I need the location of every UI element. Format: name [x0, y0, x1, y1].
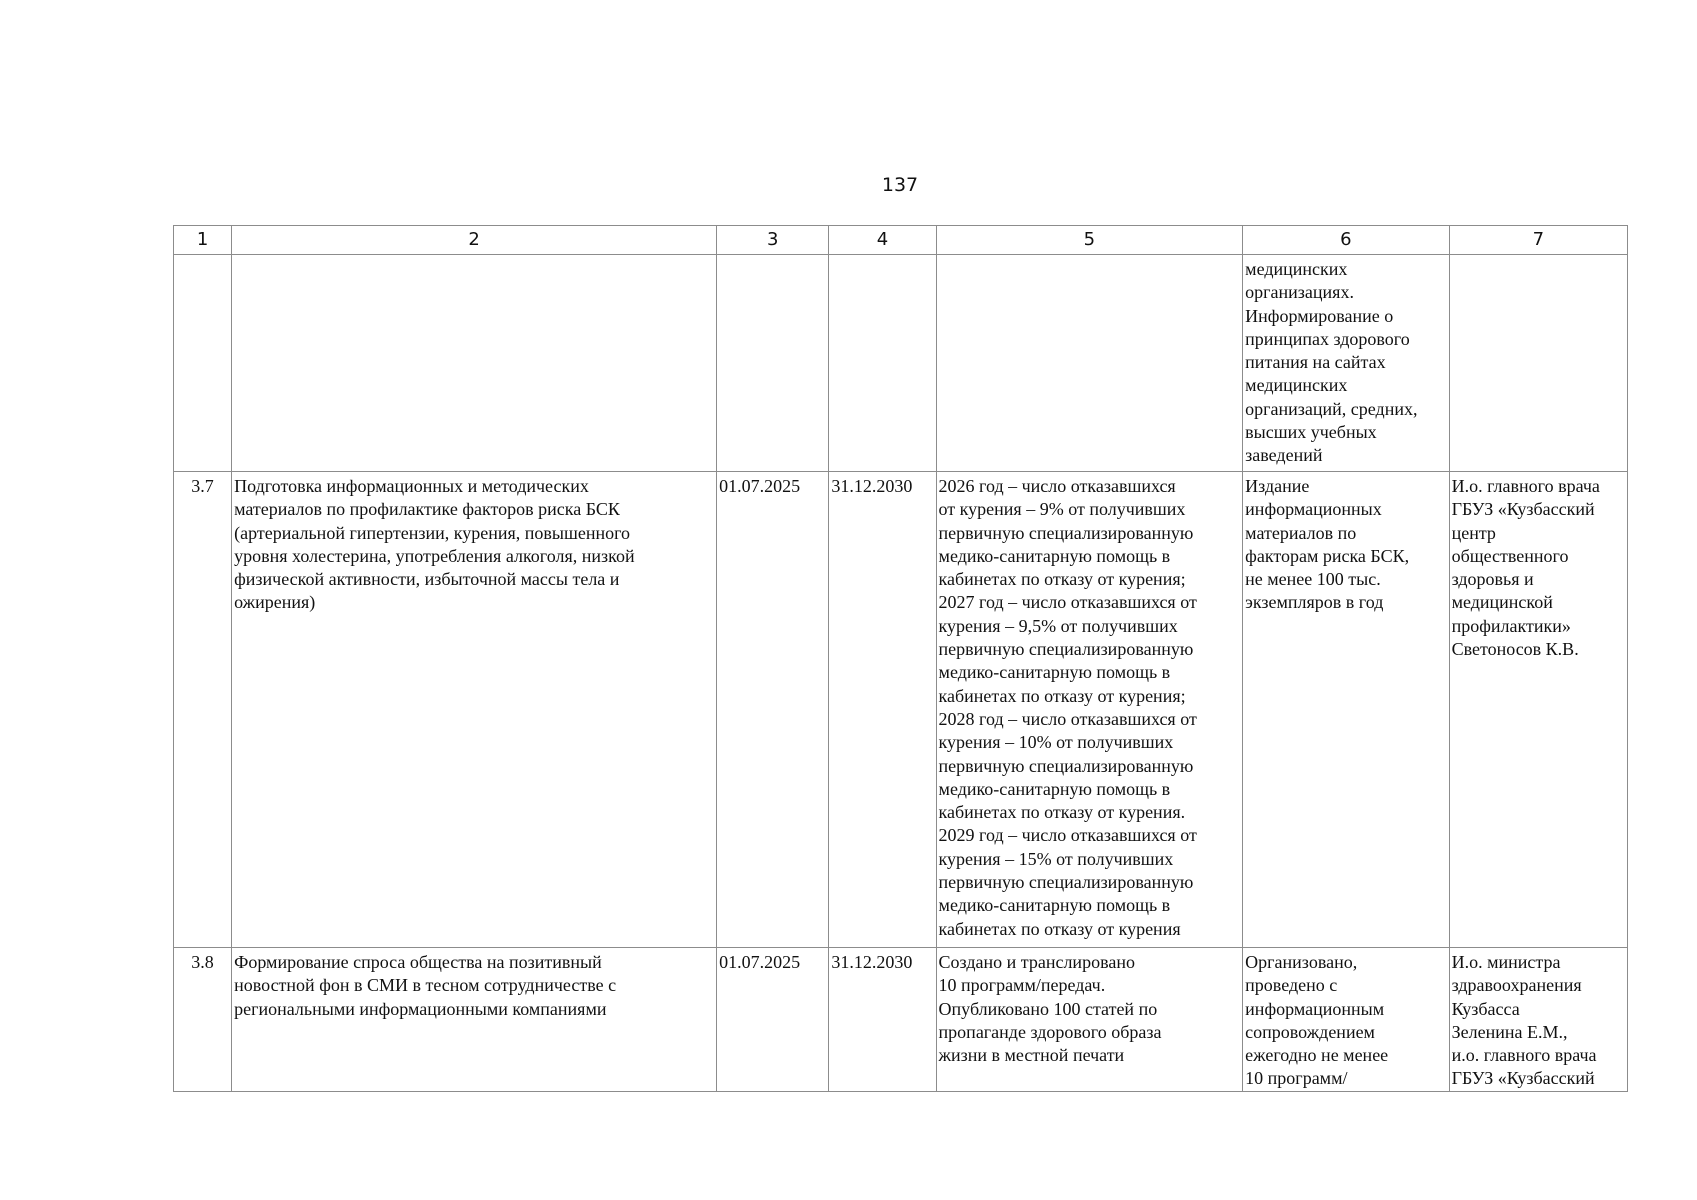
result-cell: медицинских организациях. Информирование о принципах здорового питания на сайтах медицинских организаций, средних, высших учебных заведений	[1243, 255, 1449, 472]
activity-cell	[232, 255, 717, 472]
activity-cell: Формирование спроса общества на позитивный новостной фон в СМИ в тесном сотрудничестве с региональными информационными компаниями	[232, 948, 717, 1092]
start-date-cell: 01.07.2025	[717, 948, 829, 1092]
column-header-3: 3	[717, 226, 829, 255]
row-number: 3.7	[174, 472, 232, 948]
table-row	[174, 255, 1628, 472]
activity-cell: Подготовка информационных и методических материалов по профилактике факторов риска БСК (артериальной гипертензии, курения, повышенного уровня холестерина, употребления алкоголя, низкой физической активности, избыточной массы тела и ожирения)	[232, 472, 717, 948]
end-date-cell	[829, 255, 936, 472]
end-date-cell: 31.12.2030	[829, 948, 936, 1092]
result-cell: Организовано, проведено с информационным сопровождением ежегодно не менее 10 программ/	[1243, 948, 1449, 1092]
table-row	[174, 472, 1628, 948]
column-header-2: 2	[232, 226, 717, 255]
column-header-7: 7	[1449, 226, 1627, 255]
responsible-cell	[1449, 255, 1627, 472]
responsible-cell: И.о. главного врача ГБУЗ «Кузбасский центр общественного здоровья и медицинской профилактики» Светоносов К.В.	[1449, 472, 1627, 948]
row-number	[174, 255, 232, 472]
indicator-cell: Создано и транслировано 10 программ/передач. Опубликовано 100 статей по пропаганде здорового образа жизни в местной печати	[936, 948, 1243, 1092]
row-number: 3.8	[174, 948, 232, 1092]
column-header-6: 6	[1243, 226, 1449, 255]
column-header-1: 1	[174, 226, 232, 255]
plan-table	[173, 225, 1628, 1092]
page-number: 137	[881, 174, 919, 196]
table-row	[174, 948, 1628, 1092]
column-header-4: 4	[829, 226, 936, 255]
result-cell: Издание информационных материалов по факторам риска БСК, не менее 100 тыс. экземпляров в год	[1243, 472, 1449, 948]
indicator-cell: 2026 год – число отказавшихся от курения – 9% от получивших первичную специализированную медико-санитарную помощь в кабинетах по отказу от курения; 2027 год – число отказавшихся от курения – 9,5% от получивших первичную специализированную медико-санитарную помощь в кабинетах по отказу от курения; 2028 год – число отказавшихся от курения – 10% от получивших первичную специализированную медико-санитарную помощь в кабинетах по отказу от курения. 2029 год – число отказавшихся от курения – 15% от получивших первичную специализированную медико-санитарную помощь в кабинетах по отказу от курения	[936, 472, 1243, 948]
responsible-cell: И.о. министра здравоохранения Кузбасса Зеленина Е.М., и.о. главного врача ГБУЗ «Кузбасский	[1449, 948, 1627, 1092]
end-date-cell: 31.12.2030	[829, 472, 936, 948]
column-header-5: 5	[936, 226, 1243, 255]
header-row	[174, 226, 1628, 255]
indicator-cell	[936, 255, 1243, 472]
start-date-cell	[717, 255, 829, 472]
start-date-cell: 01.07.2025	[717, 472, 829, 948]
